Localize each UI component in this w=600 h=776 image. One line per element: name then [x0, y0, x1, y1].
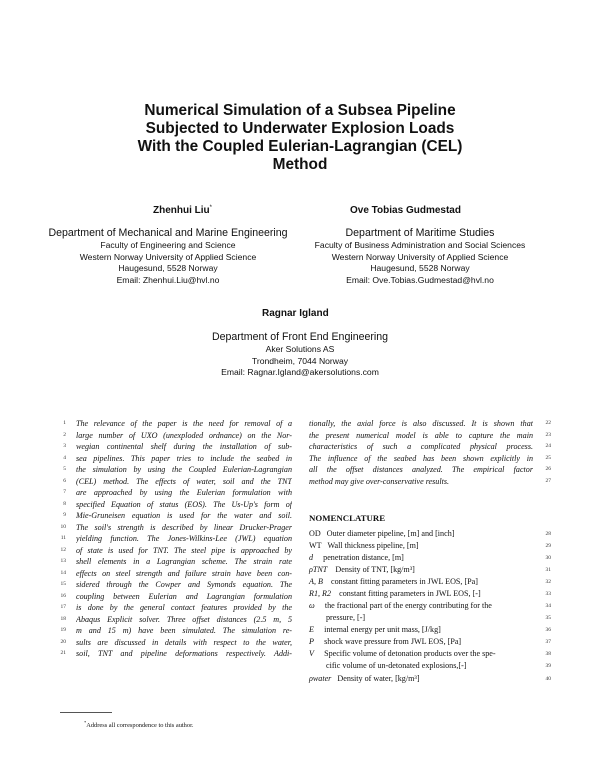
line-number: 21 — [60, 650, 66, 656]
line-number: 1 — [63, 420, 66, 426]
line-number: 37 — [545, 639, 551, 645]
line-number: 34 — [545, 603, 551, 609]
nomenclature-description: constant fitting parameters in JWL EOS, [Pa] — [331, 577, 478, 586]
nomenclature-heading: NOMENCLATURE — [309, 513, 386, 523]
abstract-line: Mie-Gruneisen equation is used for the water and soil. — [76, 511, 292, 520]
abstract-line: is done by the general contact features provided by the — [76, 603, 292, 612]
line-number: 20 — [60, 638, 66, 645]
author-email: Email: Ragnar.Igland@akersolutions.com — [221, 367, 379, 378]
title-line: Numerical Simulation of a Subsea Pipeline — [144, 102, 456, 119]
abstract-line: the present numerical model is able to capture the main — [309, 430, 533, 440]
abstract-line: method may give over-conservative results. — [309, 476, 450, 486]
author-name: Ragnar Igland — [262, 308, 329, 319]
line-number: 5 — [63, 466, 66, 472]
affiliation-line: Western Norway University of Applied Science — [79, 251, 257, 262]
line-number: 3 — [63, 443, 66, 449]
abstract-line: soil, TNT and pipeline deformations respectively. Addi- — [76, 649, 292, 658]
nomenclature-item — [326, 661, 466, 670]
line-number: 19 — [60, 627, 66, 633]
author-email: Email: Ove.Tobias.Gudmestad@hvl.no — [346, 274, 494, 285]
line-number: 9 — [63, 512, 66, 518]
author-email: Email: Zhenhui.Liu@hvl.no — [116, 274, 220, 285]
nomenclature-description: Outer diameter pipeline, [m] and [inch] — [326, 529, 455, 538]
line-number: 7 — [63, 489, 66, 495]
nomenclature-item — [309, 649, 496, 658]
abstract-line: yielding function. The Jones-Wilkins-Lee (JWL) equation — [76, 534, 292, 543]
line-number: 29 — [545, 543, 551, 549]
affiliation-line: Trondheim, 7044 Norway — [251, 355, 349, 366]
abstract-line: shell elements in a Lagrangian scheme. The strain rate — [76, 557, 292, 566]
nomenclature-symbol: E — [309, 625, 314, 634]
nomenclature-item — [326, 613, 365, 622]
paper-title — [60, 102, 540, 174]
abstract-line: of state is used for TNT. The steel pipe is approached by — [76, 545, 292, 555]
nomenclature-description: Specific volume of detonation products over the spe- — [324, 649, 496, 658]
line-number: 4 — [63, 454, 66, 461]
line-number: 40 — [545, 676, 551, 682]
abstract-line: The influence of the seabed has been shown explicitly in — [309, 453, 533, 463]
abstract-column-right — [309, 418, 533, 487]
line-number: 26 — [545, 466, 551, 472]
nomenclature-symbol: d — [309, 553, 314, 562]
line-number: 11 — [60, 535, 66, 541]
footnote-text: Address all correspondence to this author. — [86, 722, 194, 729]
nomenclature-symbol: ρTNT — [309, 565, 328, 574]
abstract-line: sidered through the Cowper and Symonds equation. The — [76, 580, 292, 589]
abstract-line: are approached by using the Eulerian formulation with — [76, 488, 292, 497]
line-number: 28 — [545, 531, 551, 537]
nomenclature-symbol: V — [309, 649, 314, 658]
line-number: 15 — [60, 581, 66, 587]
line-number: 12 — [60, 546, 66, 553]
line-number: 25 — [545, 454, 551, 461]
nomenclature-symbol: A, B — [309, 577, 323, 586]
line-number: 30 — [545, 555, 551, 561]
nomenclature-symbol: ρwater — [309, 674, 332, 683]
abstract-line: specified Equation of status (EOS). The Us-Up's form of — [76, 499, 292, 509]
nomenclature-description: shock wave pressure from JWL EOS, [Pa] — [324, 637, 462, 646]
line-number: 17 — [60, 604, 66, 610]
nomenclature-description: constant fitting parameters in JWL EOS, [-] — [339, 589, 481, 598]
affiliation-line: Aker Solutions AS — [265, 344, 335, 354]
nomenclature-item — [309, 553, 404, 562]
nomenclature-symbol: WT — [309, 541, 322, 550]
line-number: 16 — [60, 592, 66, 599]
affiliation-block — [150, 330, 450, 379]
abstract-line: the simulation by using the Coupled Eulerian-Lagrangian — [76, 465, 292, 474]
line-number: 23 — [545, 431, 551, 438]
line-number: 10 — [60, 523, 66, 530]
line-number: 35 — [545, 615, 551, 621]
abstract-line: coupling between Eulerian and Lagrangian formulation — [76, 591, 292, 601]
nomenclature-item — [309, 674, 420, 683]
line-number: 27 — [545, 477, 551, 484]
abstract-line: The relevance of the paper is the need for removal of a — [76, 419, 292, 428]
abstract-line: all the offset distances analyzed. The empirical factor — [309, 465, 533, 474]
title-line: With the Coupled Eulerian-Lagrangian (CEL) — [137, 138, 463, 155]
author-name: Ove Tobias Gudmestad — [350, 205, 461, 216]
line-number: 38 — [545, 651, 551, 657]
affiliation-line: Haugesund, 5528 Norway — [370, 263, 470, 274]
nomenclature-symbol: OD — [309, 529, 321, 538]
nomenclature-description: pressure, [-] — [326, 613, 366, 622]
line-number: 39 — [545, 663, 551, 669]
abstract-line: (CEL) method. The effects of water, soil and the TNT — [76, 476, 292, 486]
footnote-mark: * — [84, 720, 87, 725]
nomenclature-description: cific volume of un-detonated explosions,[-] — [326, 661, 467, 670]
affiliation-department: Department of Mechanical and Marine Engineering — [48, 227, 288, 239]
nomenclature-description: Wall thickness pipeline, [m] — [327, 541, 419, 550]
abstract-line: characteristics of such a complicated physical process. — [309, 442, 533, 451]
abstract-line: The soil's strength is described by linear Drucker-Prager — [76, 522, 292, 532]
line-number: 2 — [63, 431, 66, 438]
abstract-line: tionally, the axial force is also discussed. It is shown that — [309, 419, 533, 428]
affiliation-line: Western Norway University of Applied Science — [331, 251, 509, 262]
nomenclature-item — [309, 637, 461, 646]
affiliation-block — [270, 226, 570, 286]
abstract-line: m and 15 m) have been simulated. The simulation re- — [76, 626, 292, 635]
footnote-rule — [60, 712, 112, 713]
affiliation-line: Faculty of Engineering and Science — [100, 240, 236, 250]
line-number: 13 — [60, 558, 66, 564]
line-number: 14 — [60, 569, 66, 576]
abstract-column-left — [76, 418, 292, 660]
line-number: 36 — [545, 627, 551, 633]
nomenclature-item — [309, 577, 478, 586]
title-line: Method — [272, 156, 328, 173]
affiliation-line: Faculty of Business Administration and Social Sciences — [314, 240, 526, 250]
nomenclature-item — [309, 589, 481, 598]
line-number: 18 — [60, 615, 66, 622]
nomenclature-description: Density of TNT, [kg/m³] — [335, 565, 415, 574]
nomenclature-item — [309, 601, 492, 610]
nomenclature-description: internal energy per unit mass, [J/kg] — [324, 625, 441, 634]
abstract-line: Abaqus Explicit solver. Three offset distances (2.5 m, 5 — [76, 614, 292, 624]
nomenclature-description: Density of water, [kg/m³] — [337, 674, 420, 683]
abstract-line: large number of UXO (unexploded ordnance) on the Nor- — [76, 430, 292, 440]
line-number: 8 — [63, 500, 66, 507]
nomenclature-symbol: P — [309, 637, 314, 646]
title-line: Subjected to Underwater Explosion Loads — [145, 120, 455, 137]
author-name: Zhenhui Liu* — [153, 205, 212, 216]
line-number: 31 — [545, 567, 551, 573]
line-number: 22 — [545, 420, 551, 426]
abstract-line: sults are discussed in details with respect to the water, — [76, 637, 292, 647]
nomenclature-item — [309, 541, 419, 550]
line-number: 32 — [545, 579, 551, 585]
line-number: 33 — [545, 591, 551, 597]
affiliation-department: Department of Maritime Studies — [345, 227, 495, 239]
affiliation-department: Department of Front End Engineering — [211, 331, 389, 343]
nomenclature-description: the fractional part of the energy contributing for the — [324, 601, 492, 610]
footnote — [84, 720, 193, 729]
abstract-line: effects on steel strength and failure strain have been con- — [76, 568, 292, 578]
affiliation-line: Haugesund, 5528 Norway — [118, 263, 218, 274]
line-number: 24 — [545, 443, 551, 449]
line-number: 6 — [63, 477, 66, 484]
nomenclature-item — [309, 625, 441, 634]
abstract-line: wegian continental shelf during the installation of sub- — [76, 442, 292, 451]
nomenclature-description: penetration distance, [m] — [323, 553, 404, 562]
footnote-mark: * — [209, 205, 212, 211]
nomenclature-item — [309, 565, 415, 574]
abstract-line: sea pipelines. This paper tries to include the seabed in — [76, 453, 292, 463]
nomenclature-symbol: R1, R2 — [309, 589, 332, 598]
nomenclature-item — [309, 529, 454, 538]
nomenclature-symbol: ω — [309, 601, 315, 610]
